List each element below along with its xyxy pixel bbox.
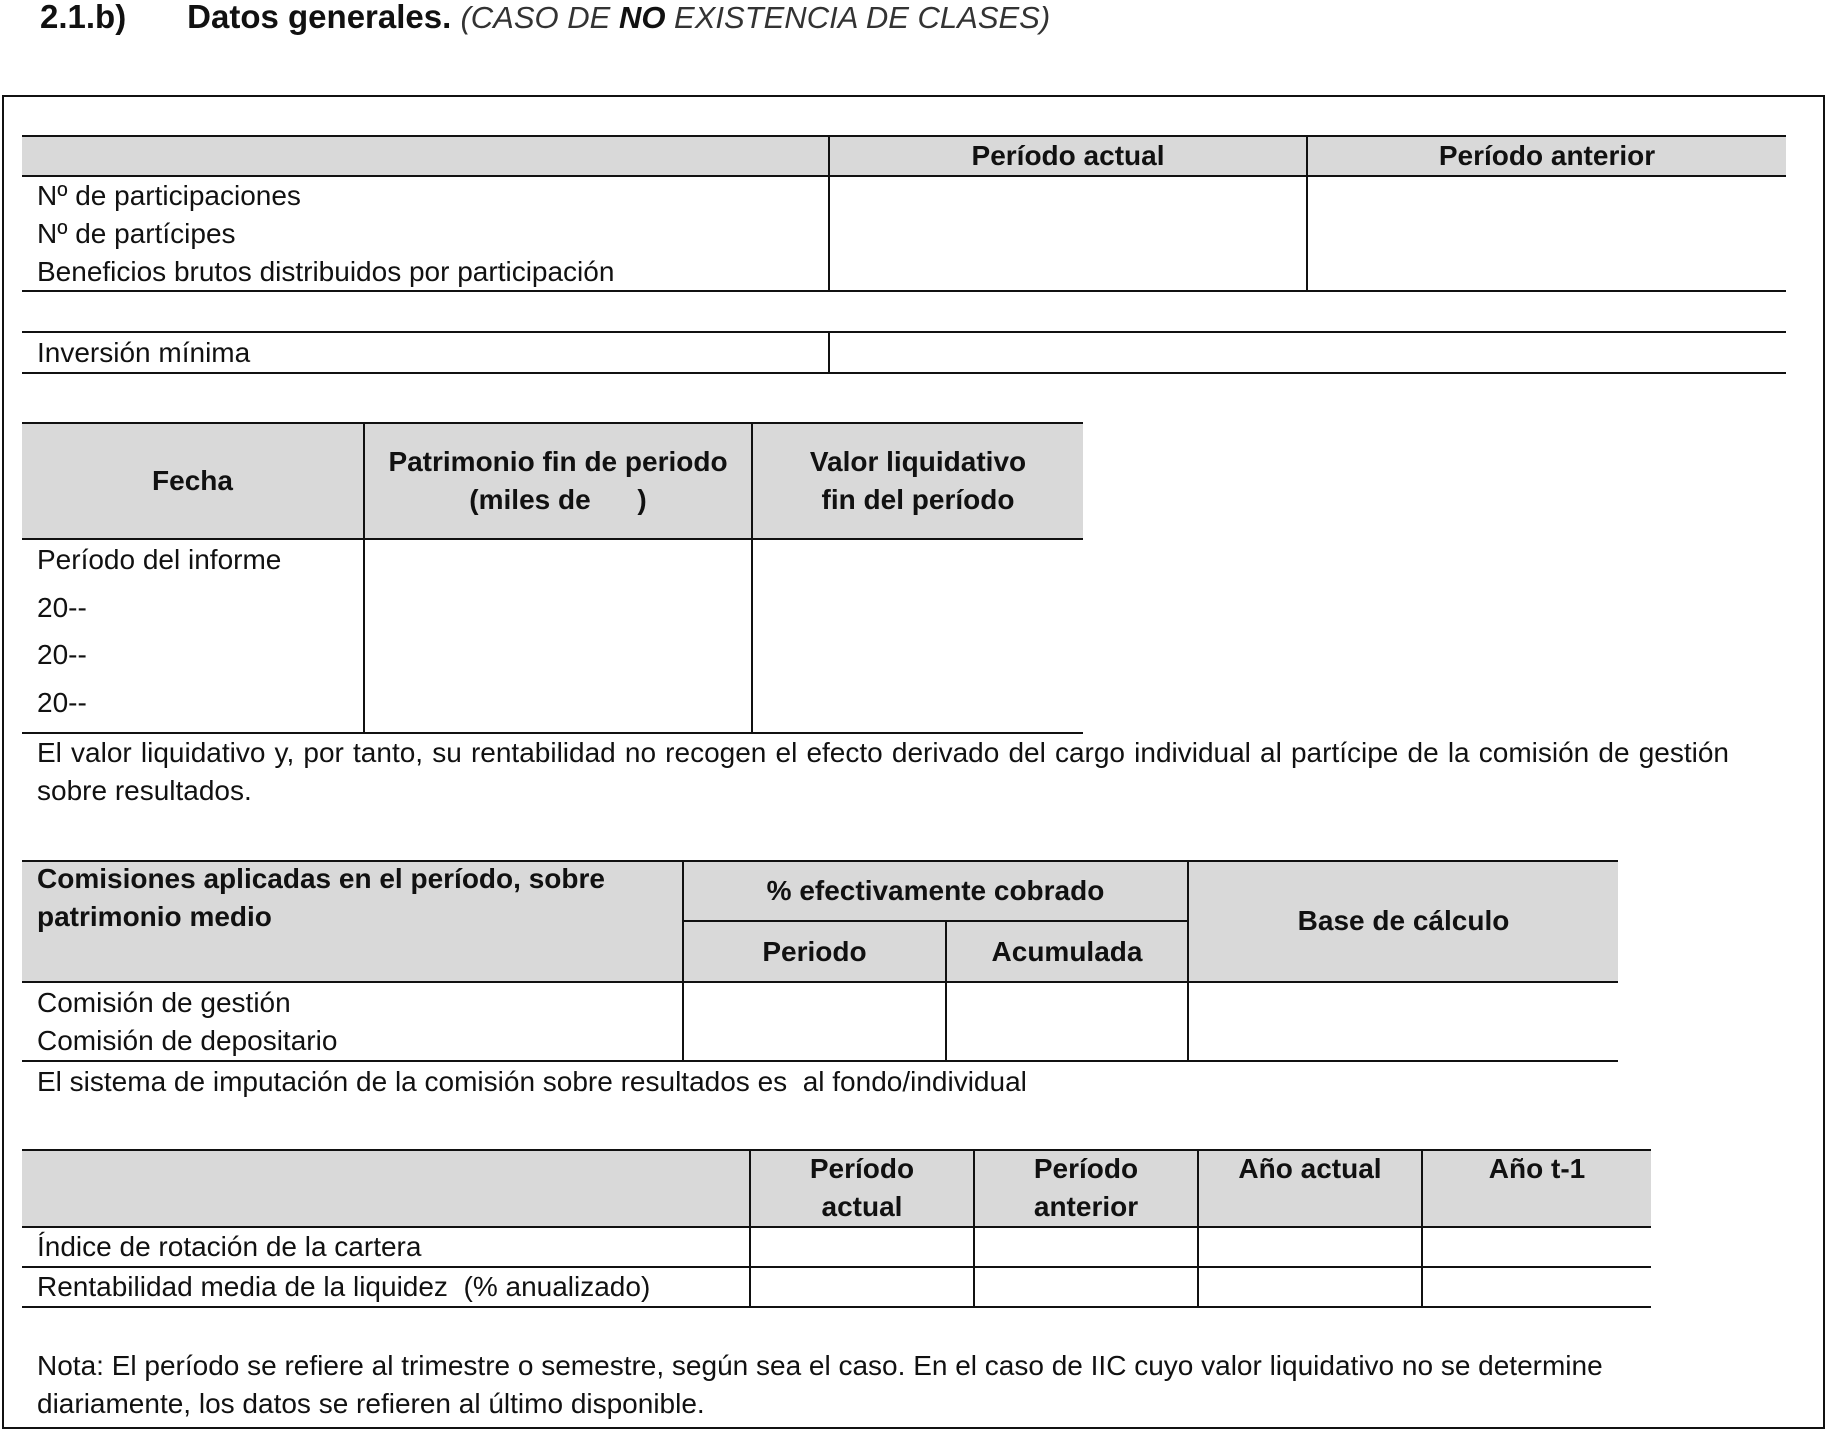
table2-col-nav xyxy=(753,423,1083,538)
table4-col-previous-line1: Período xyxy=(1033,1153,1139,1184)
table3-col-period: Periodo xyxy=(762,936,867,967)
table4-col-current-line2: actual xyxy=(821,1191,903,1222)
table1-row-participes: Nº de partícipes xyxy=(37,218,236,249)
table4-col-year: Año actual xyxy=(1238,1153,1382,1184)
table4-col-current-line1: Período xyxy=(809,1153,915,1184)
table3-col-base: Base de cálculo xyxy=(1297,905,1510,936)
section-note xyxy=(460,0,1050,35)
table2-footnote: El valor liquidativo y, por tanto, su rentabilidad no recogen el efecto derivado del cargo individual al partícipe de la comisión de gestión sobre resultados. xyxy=(37,737,1729,806)
table4-col-previous-line2: anterior xyxy=(1033,1191,1139,1222)
table3-col-commissions-line2: patrimonio medio xyxy=(37,901,272,932)
section-note-prefix: (CASO DE xyxy=(460,0,619,35)
note-line2: diariamente, los datos se refieren al último disponible. xyxy=(37,1388,705,1419)
table2-row-year-2: 20-- xyxy=(37,639,87,670)
table4-row-rotacion: Índice de rotación de la cartera xyxy=(37,1231,422,1262)
table2-col-nav-line1: Valor liquidativo xyxy=(809,445,1027,477)
table2-row-year-1: 20-- xyxy=(37,592,87,623)
table3-row-depositario: Comisión de depositario xyxy=(37,1025,338,1056)
table3-footnote: El sistema de imputación de la comisión sobre resultados es al fondo/individual xyxy=(37,1066,1027,1097)
table2-col-equity xyxy=(365,423,751,538)
table4-col-current xyxy=(751,1150,973,1226)
table2-col-equity-line1: Patrimonio fin de periodo xyxy=(388,445,728,477)
table2-col-nav-line2: fin del período xyxy=(821,483,1015,515)
section-note-emph: NO xyxy=(618,0,666,35)
table3-col-commissions-line1: Comisiones aplicadas en el período, sobre xyxy=(37,863,605,894)
table4-row-rentabilidad: Rentabilidad media de la liquidez (% anualizado) xyxy=(37,1271,651,1302)
table1-col-current: Período actual xyxy=(971,139,1165,171)
table4-col-prev-year: Año t-1 xyxy=(1488,1153,1586,1184)
table2-row-periodo-informe: Período del informe xyxy=(37,544,282,575)
note-line1: Nota: El período se refiere al trimestre o semestre, según sea el caso. En el caso de IIC cuyo valor liquidativo no se determine xyxy=(37,1350,1603,1381)
table2-col-date: Fecha xyxy=(152,464,233,496)
table1-col-previous: Período anterior xyxy=(1438,139,1656,171)
table1-row-participaciones: Nº de participaciones xyxy=(37,180,301,211)
min-investment-label: Inversión mínima xyxy=(37,337,251,368)
table2-col-equity-line2: (miles de ) xyxy=(469,483,647,515)
section-number: 2.1.b) xyxy=(40,0,127,35)
section-heading xyxy=(40,0,1050,40)
table3-row-gestion: Comisión de gestión xyxy=(37,987,291,1018)
section-note-suffix: EXISTENCIA DE CLASES) xyxy=(665,0,1051,35)
note xyxy=(37,1347,1603,1423)
table4-col-previous xyxy=(975,1150,1197,1226)
section-title: Datos generales. xyxy=(187,0,452,35)
table3-col-commissions xyxy=(37,860,605,936)
table3-col-accum: Acumulada xyxy=(991,936,1143,967)
table3-col-pct: % efectivamente cobrado xyxy=(766,875,1105,906)
table2-row-year-3: 20-- xyxy=(37,687,87,718)
table1-row-beneficios: Beneficios brutos distribuidos por participación xyxy=(37,256,615,287)
